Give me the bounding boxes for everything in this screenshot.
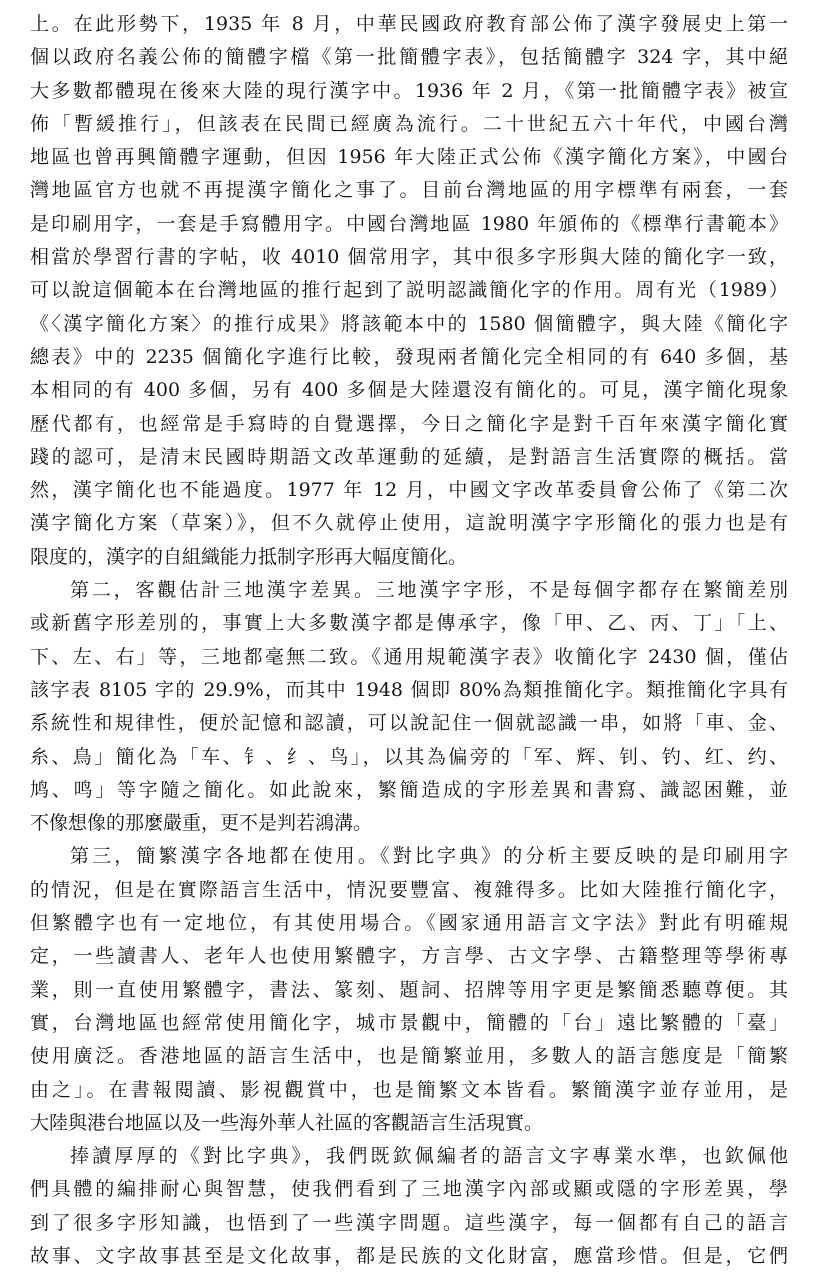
text-line: 上。在此形勢下，1935 年 8 月，中華民國政府教育部公佈了漢字發展史上第一 (30, 13, 788, 35)
text-line: 故事、文字故事甚至是文化故事，都是民族的文化財富，應當珍惜。但是，它們 (30, 1244, 788, 1267)
text-line: 地區也曾再興簡體字運動，但因 1956 年大陸正式公佈《漢字簡化方案》，中國台 (30, 146, 788, 169)
text-line: 使用廣泛。香港地區的語言生活中，也是簡繁並用，多數人的語言態度是「簡繁 (30, 1045, 788, 1068)
text-line: 下、左、右」等，三地都毫無二致。《通用規範漢字表》收簡化字 2430 個，僅佔 (30, 645, 788, 668)
text-line: 由之」。在書報閱讀、影視觀賞中，也是簡繁文本皆看。繁簡漢字並存並用，是 (30, 1078, 788, 1101)
document-page (30, 8, 788, 1273)
text-line: 個以政府名義公佈的簡體字檔《第一批簡體字表》，包括簡體字 324 字，其中絕 (30, 46, 788, 69)
text-line: 第二，客觀估計三地漢字差異。三地漢字字形，不是每個字都存在繁簡差別 (70, 579, 788, 602)
text-line: 佈「暫緩推行」，但該表在民間已經廣為流行。二十世紀五六十年代，中國台灣 (30, 112, 788, 135)
text-line: 大陸與港台地區以及一些海外華人社區的客觀語言生活現實。 (30, 1111, 544, 1134)
text-line: 糸、鳥」簡化為「车、钅、纟、鸟」，以其為偏旁的「军、辉、钊、钓、红、约、 (30, 745, 788, 768)
text-line: 本相同的有 400 多個，另有 400 多個是大陸還沒有簡化的。可見，漢字簡化現象 (30, 379, 788, 402)
text-line: 第三，簡繁漢字各地都在使用。《對比字典》的分析主要反映的是印刷用字 (70, 845, 788, 868)
paragraph-2 (30, 574, 788, 840)
text-line: 定，一些讀書人、老年人也使用繁體字，方言學、古文字學、古籍整理等學術專 (30, 945, 788, 968)
text-line: 鸠、鸣」等字隨之簡化。如此說來，繁簡造成的字形差異和書寫、識認困難，並 (30, 778, 788, 801)
text-line: 到了很多字形知識，也悟到了一些漢字問題。這些漢字，每一個都有自己的語言 (30, 1211, 788, 1234)
text-line: 的情況，但是在實際語言生活中，情況要豐富、複雜得多。比如大陸推行簡化字， (30, 878, 788, 901)
text-line: 踐的認可，是清末民國時期語文改革運動的延續，是對語言生活實際的概括。當 (30, 445, 788, 468)
text-line: 漢字簡化方案（草案）》，但不久就停止使用，這說明漢字字形簡化的張力也是有 (30, 512, 788, 535)
text-line: 系統性和規律性，便於記憶和認讀，可以說記住一個就認識一串，如將「車、金、 (30, 712, 788, 735)
text-line: 《〈漢字簡化方案〉的推行成果》將該範本中的 1580 個簡體字，與大陸《簡化字 (30, 312, 788, 335)
text-line: 業，則一直使用繁體字，書法、篆刻、題詞、招牌等用字更是繁簡悉聽尊便。其 (30, 978, 788, 1001)
paragraph-4 (30, 1140, 788, 1273)
text-line: 灣地區官方也就不再提漢字簡化之事了。目前台灣地區的用字標準有兩套，一套 (30, 179, 788, 202)
text-line: 大多數都體現在後來大陸的現行漢字中。1936 年 2 月，《第一批簡體字表》被宣 (30, 79, 788, 102)
text-line: 歷代都有，也經常是手寫時的自覺選擇，今日之簡化字是對千百年來漢字簡化實 (30, 412, 788, 435)
text-line: 相當於學習行書的字帖，收 4010 個常用字，其中很多字形與大陸的簡化字一致， (30, 246, 788, 269)
text-line: 該字表 8105 字的 29.9%，而其中 1948 個即 80%為類推簡化字。類推簡化字具有 (30, 678, 788, 701)
text-line: 實，台灣地區也經常使用簡化字，城市景觀中，簡體的「台」遠比繁體的「臺」 (30, 1011, 788, 1034)
text-line: 或新舊字形差別的，事實上大多數漢字都是傳承字，像「甲、乙、丙、丁」「上、 (30, 612, 788, 635)
paragraph-1 (30, 8, 788, 574)
text-line: 們具體的編排耐心與智慧，使我們看到了三地漢字內部或顯或隱的字形差異，學 (30, 1178, 788, 1201)
text-line: 是印刷用字，一套是手寫體用字。中國台灣地區 1980 年頒佈的《標準行書範本》 (30, 212, 788, 235)
paragraph-3 (30, 840, 788, 1140)
text-line: 然，漢字簡化也不能過度。1977 年 12 月，中國文字改革委員會公佈了《第二次 (30, 479, 788, 502)
text-line: 捧讀厚厚的《對比字典》，我們既欽佩編者的語言文字專業水準，也欽佩他 (70, 1145, 788, 1168)
text-line: 可以說這個範本在台灣地區的推行起到了説明認識簡化字的作用。周有光（1989） (30, 279, 788, 302)
text-line: 但繁體字也有一定地位，有其使用場合。《國家通用語言文字法》對此有明確規 (30, 912, 788, 935)
text-line: 總表》中的 2235 個簡化字進行比較，發現兩者簡化完全相同的有 640 多個，基 (30, 345, 788, 368)
text-line: 不像想像的那麼嚴重，更不是判若鴻溝。 (30, 812, 373, 835)
text-line: 限度的，漢字的自組織能力抵制字形再大幅度簡化。 (30, 545, 468, 568)
